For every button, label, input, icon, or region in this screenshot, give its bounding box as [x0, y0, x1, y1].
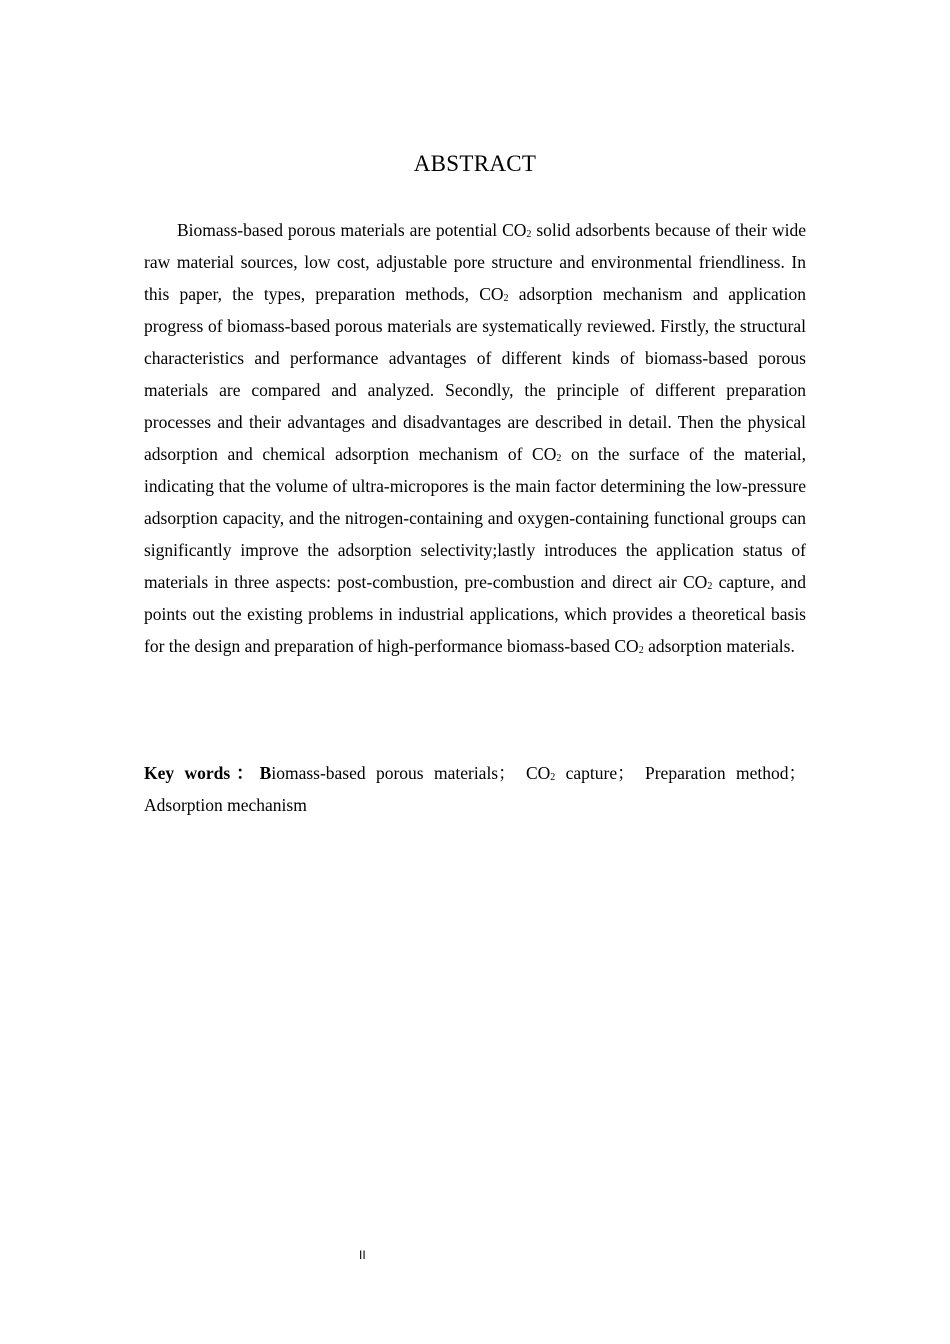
- co2-subscript: 2: [550, 772, 556, 783]
- abstract-text-5: capture, and points out the existing problems in industrial applications, which provides a theoretical basis for the design and preparation of high-performance biomass-based CO: [144, 572, 806, 656]
- co2-subscript: 2: [707, 581, 713, 592]
- page-number: II: [359, 1248, 366, 1262]
- keywords-block: [144, 757, 806, 821]
- abstract-paragraph: [144, 214, 806, 662]
- abstract-text-3: adsorption mechanism and application progress of biomass-based porous materials are systematically reviewed. Firstly, the structural characteristics and performance advantages of different kinds of biomass-based porous materials are compared and analyzed. Secondly, the principle of different preparation processes and their advantages and disadvantages are described in detail. Then the physical adsorption and chemical adsorption mechanism of CO: [144, 284, 806, 464]
- keywords-text-1: iomass-based porous materials； CO: [271, 763, 551, 783]
- abstract-body: [144, 214, 806, 662]
- co2-subscript: 2: [556, 453, 562, 464]
- abstract-text-4: on the surface of the material, indicating that the volume of ultra-micropores is the main factor determining the low-pressure adsorption capacity, and the nitrogen-containing and oxygen-containing functional groups can significantly improve the adsorption selectivity;lastly introduces the application status of materials in three aspects: post-combustion, pre-combustion and direct air CO: [144, 444, 806, 592]
- keywords-first-letter: B: [259, 763, 272, 783]
- co2-subscript: 2: [526, 229, 532, 240]
- co2-subscript: 2: [503, 293, 509, 304]
- abstract-text-1: Biomass-based porous materials are potential CO: [177, 220, 527, 240]
- keywords-text-2: capture； Preparation method；Adsorption mechanism: [144, 763, 807, 815]
- co2-subscript: 2: [638, 645, 644, 656]
- abstract-text-6: adsorption materials.: [643, 636, 795, 656]
- keywords-label: Key words：: [144, 763, 260, 783]
- abstract-text-2: solid adsorbents because of their wide raw material sources, low cost, adjustable pore structure and environmental friendliness. In this paper, the types, preparation methods, CO: [144, 220, 806, 304]
- abstract-title: ABSTRACT: [413, 151, 537, 176]
